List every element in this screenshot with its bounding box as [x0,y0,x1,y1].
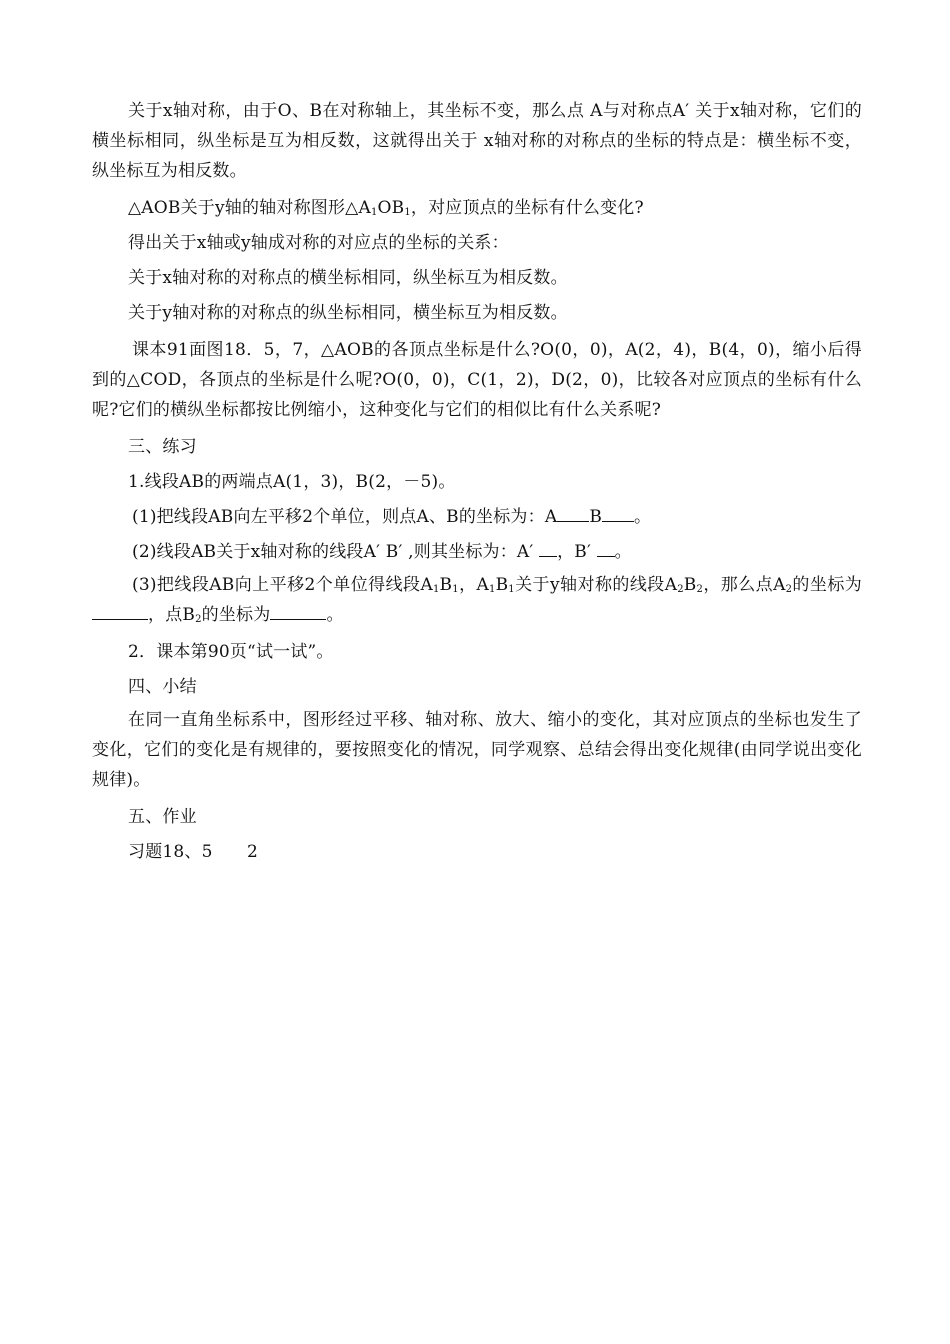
paragraph-y-rule: 关于y轴对称的对称点的纵坐标相同，横坐标互为相反数。 [128,303,568,323]
homework-assignment: 习题18、5 2 [128,842,259,862]
section-heading-homework: 五、作业 [128,807,197,827]
answer-blank [539,542,557,557]
answer-blank [597,542,615,557]
section-heading-summary: 四、小结 [128,677,197,697]
paragraph-x-rule: 关于x轴对称的对称点的横坐标相同，纵坐标互为相反数。 [128,268,568,288]
paragraph-relationship: 得出关于x轴或y轴成对称的对应点的坐标的关系： [128,233,509,253]
answer-blank [270,605,326,620]
paragraph-y-axis-question: △AOB关于y轴的轴对称图形$\triangle A_1OB_1$，对应顶点的坐标有什么变化? [128,198,644,218]
question-1-part-1: (1)把线段AB向左平移2个单位，则点A、B的坐标为：A B 。 [132,507,652,527]
question-1-part-3: (3)把线段AB向上平移2个单位得线段$A_1B_1$，$A_1B_1$关于y轴对称的线段$A_2B_2$，那么点$A_2$的坐标为，点$B_2$的坐标为 。 [92,570,862,630]
paragraph-textbook-figure: 课本91面图18．5，7，△AOB的各顶点坐标是什么?O(0，0)，A(2，4)，B(4，0)，缩小后得到的△COD，各顶点的坐标是什么呢?O(0，0)，C(1，2)，D(2，0)，比较各对应顶点的坐标有什么呢?它们的横纵坐标都按比例缩小，这种变化与它们的相似比有什么关系呢? [92,340,862,420]
question-2: 2．课本第90页“试一试”。 [128,642,334,662]
question-1-part-2: (2)线段AB关于x轴对称的线段A′ B′ ,则其坐标为：A′ ，B′ 。 [132,542,632,562]
question-1: 1.线段AB的两端点A(1，3)，B(2，－5)。 [128,472,456,492]
section-heading-practice: 三、练习 [128,437,197,457]
paragraph-x-axis-symmetry: 关于x轴对称，由于O、B在对称轴上，其坐标不变，那么点 A与对称点A′ 关于x轴对称，它们的横坐标相同，纵坐标是互为相反数，这就得出关于 x轴对称的对称点的坐标的特点是：横坐标不变，纵坐标互为相反数。 [92,101,862,181]
answer-blank [602,507,634,522]
document-page [92,96,862,870]
paragraph-summary: 在同一直角坐标系中，图形经过平移、轴对称、放大、缩小的变化，其对应顶点的坐标也发生了变化，它们的变化是有规律的，要按照变化的情况，同学观察、总结会得出变化规律(由同学说出变化规律)。 [92,710,862,790]
answer-blank [92,605,148,620]
answer-blank [557,507,589,522]
